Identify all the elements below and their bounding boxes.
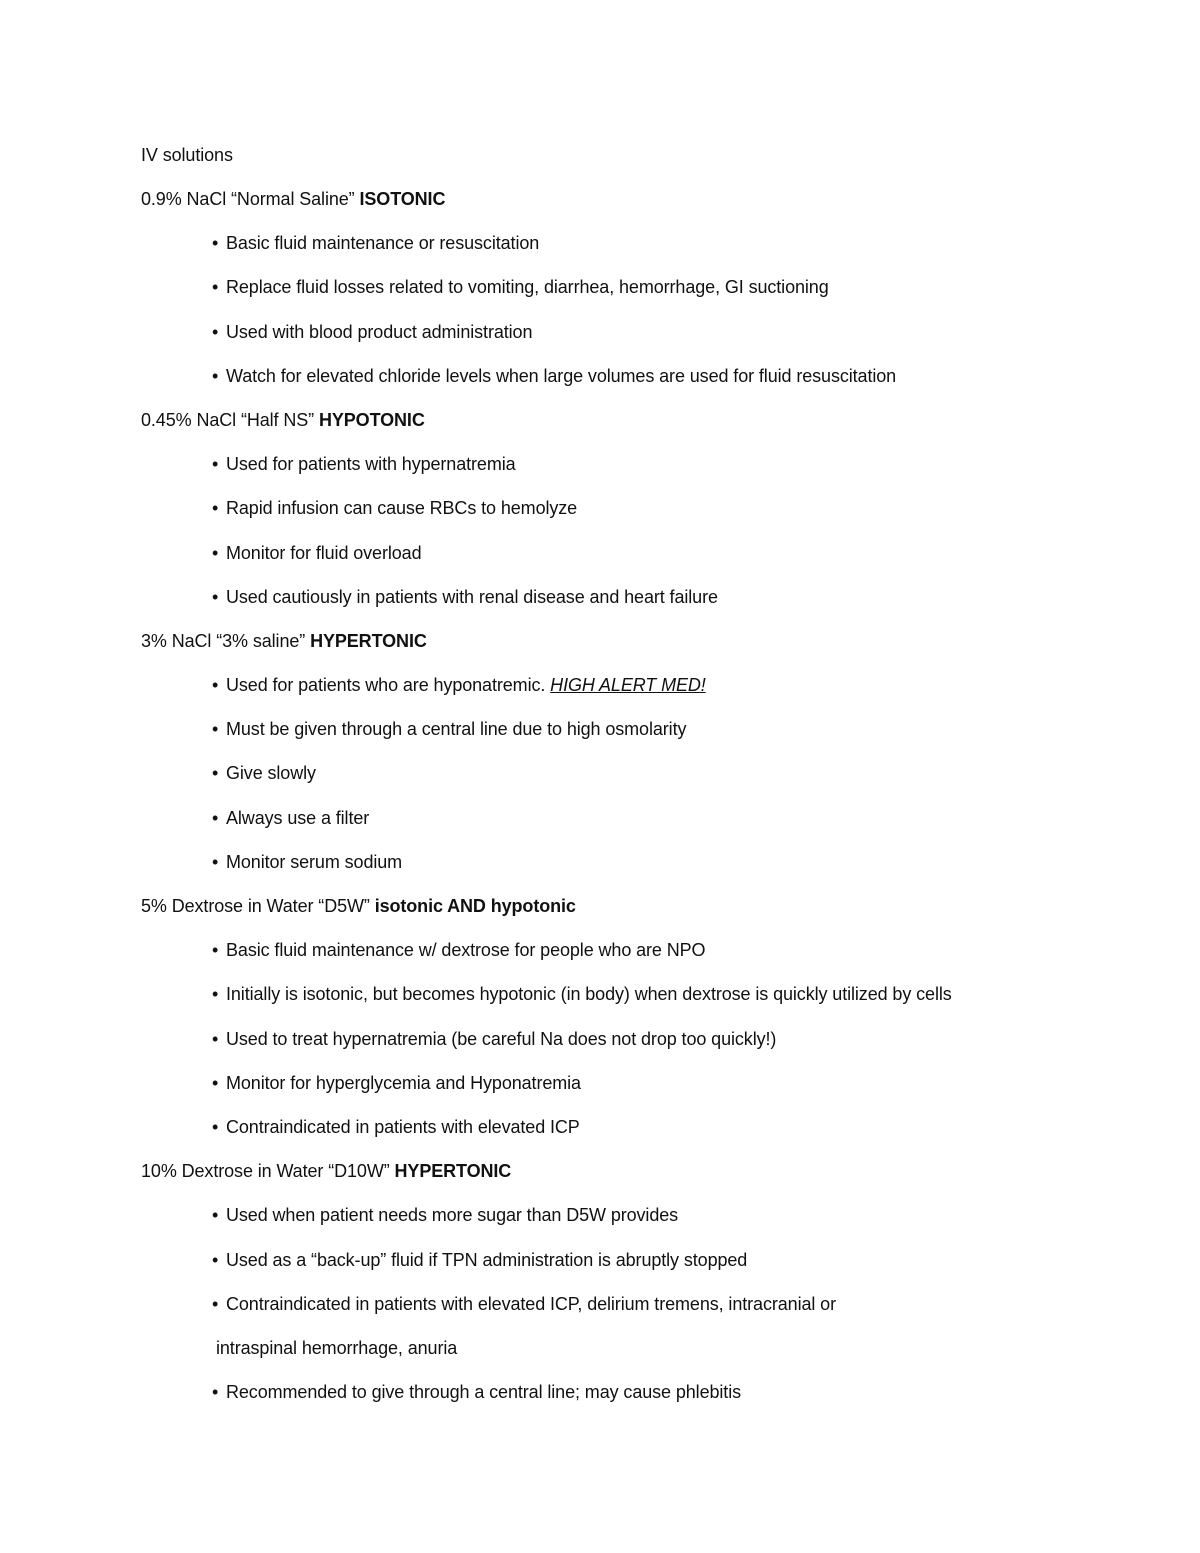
bullet-icon: •	[212, 1205, 219, 1226]
bullet-icon: •	[212, 498, 219, 519]
list-item	[141, 1069, 1141, 1113]
section-heading-3-percent-saline	[141, 627, 1141, 671]
heading-tonicity: HYPERTONIC	[394, 1161, 512, 1182]
bullet-icon: •	[212, 233, 219, 254]
bullet-icon: •	[212, 984, 219, 1005]
list-item	[141, 980, 1141, 1024]
heading-text: 5% Dextrose in Water “D5W”	[141, 896, 375, 916]
section-heading-d5w	[141, 892, 1141, 936]
bullet-icon: •	[212, 940, 219, 961]
list-item	[141, 494, 1141, 538]
heading-text: 0.9% NaCl “Normal Saline”	[141, 189, 360, 209]
bullet-icon: •	[212, 277, 219, 298]
bullet-icon: •	[212, 1249, 219, 1270]
list-item-text: Contraindicated in patients with elevated ICP, delirium tremens, intracranial or	[226, 1293, 836, 1314]
bullet-icon: •	[212, 365, 219, 386]
list-item-text: Contraindicated in patients with elevated ICP	[226, 1116, 580, 1137]
bullet-icon: •	[212, 1072, 219, 1093]
document-body	[141, 141, 1141, 1422]
list-item-text: Monitor for hyperglycemia and Hyponatremia	[226, 1072, 581, 1093]
list-item-text: Used when patient needs more sugar than D5W provides	[226, 1205, 679, 1226]
list-item-text: Used cautiously in patients with renal disease and heart failure	[226, 586, 718, 607]
list-item	[141, 1246, 1141, 1290]
bullet-icon: •	[212, 1028, 219, 1049]
list-item-text: Always use a filter	[226, 807, 370, 828]
list-item-text: Recommended to give through a central line; may cause phlebitis	[226, 1382, 741, 1403]
list-item-text: Used to treat hypernatremia (be careful Na does not drop too quickly!)	[226, 1028, 777, 1049]
section-heading-normal-saline	[141, 185, 1141, 229]
list-item	[141, 848, 1141, 892]
heading-tonicity: HYPERTONIC	[310, 630, 427, 651]
bullet-icon: •	[212, 1382, 219, 1403]
list-item	[141, 583, 1141, 627]
heading-tonicity: isotonic AND hypotonic	[374, 896, 576, 916]
list-item-text: Rapid infusion can cause RBCs to hemolyze	[226, 498, 578, 519]
bullet-icon: •	[212, 675, 219, 696]
high-alert-label: HIGH ALERT MED!	[550, 675, 706, 696]
list-item	[141, 318, 1141, 362]
list-item	[141, 273, 1141, 317]
list-item-text: Used with blood product administration	[226, 321, 533, 342]
bullet-icon: •	[212, 586, 219, 607]
section-heading-half-ns	[141, 406, 1141, 450]
list-item-text: Monitor serum sodium	[226, 851, 403, 872]
bullet-icon: •	[212, 719, 219, 740]
bullet-icon: •	[212, 1293, 219, 1314]
list-item-text: Basic fluid maintenance or resuscitation	[226, 233, 540, 254]
heading-tonicity: ISOTONIC	[359, 189, 446, 209]
bullet-icon: •	[212, 321, 219, 342]
list-item	[141, 759, 1141, 803]
bullet-icon: •	[212, 851, 219, 872]
heading-tonicity: HYPOTONIC	[318, 409, 425, 430]
list-item	[141, 804, 1141, 848]
list-item	[141, 362, 1141, 406]
list-item-text: Used for patients who are hyponatremic.	[226, 675, 551, 696]
list-item	[141, 715, 1141, 759]
list-item	[141, 936, 1141, 980]
bullet-icon: •	[212, 763, 219, 784]
bullet-icon: •	[212, 1116, 219, 1137]
heading-text: 10% Dextrose in Water “D10W”	[141, 1161, 395, 1182]
list-item	[141, 1378, 1141, 1422]
heading-text: 0.45% NaCl “Half NS”	[141, 409, 319, 430]
list-item-text: Replace fluid losses related to vomiting, diarrhea, hemorrhage, GI suctioning	[226, 277, 829, 298]
document-title: IV solutions	[141, 145, 233, 165]
list-item-text: Used for patients with hypernatremia	[226, 454, 516, 475]
list-item-continuation: intraspinal hemorrhage, anuria	[216, 1337, 458, 1358]
bullet-icon: •	[212, 807, 219, 828]
list-item-text: Give slowly	[226, 763, 316, 784]
list-item-text: Initially is isotonic, but becomes hypotonic (in body) when dextrose is quickly utilized by cells	[226, 984, 952, 1005]
list-item-text: Basic fluid maintenance w/ dextrose for people who are NPO	[226, 940, 706, 961]
list-item	[141, 671, 1141, 715]
section-heading-d10w	[141, 1157, 1141, 1201]
heading-text: 3% NaCl “3% saline”	[141, 630, 311, 651]
bullet-icon: •	[212, 542, 219, 563]
list-item	[141, 229, 1141, 273]
list-item	[141, 1113, 1141, 1157]
bullet-icon: •	[212, 454, 219, 475]
list-item-text: Must be given through a central line due to high osmolarity	[226, 719, 687, 740]
list-item-text: Watch for elevated chloride levels when large volumes are used for fluid resuscitation	[226, 365, 897, 386]
list-item	[141, 539, 1141, 583]
list-item-text: Monitor for fluid overload	[226, 542, 422, 563]
list-item	[141, 1201, 1141, 1245]
list-item-text: Used as a “back-up” fluid if TPN administration is abruptly stopped	[226, 1249, 748, 1270]
list-item	[141, 450, 1141, 494]
list-item	[141, 1290, 1141, 1334]
list-item	[141, 1025, 1141, 1069]
